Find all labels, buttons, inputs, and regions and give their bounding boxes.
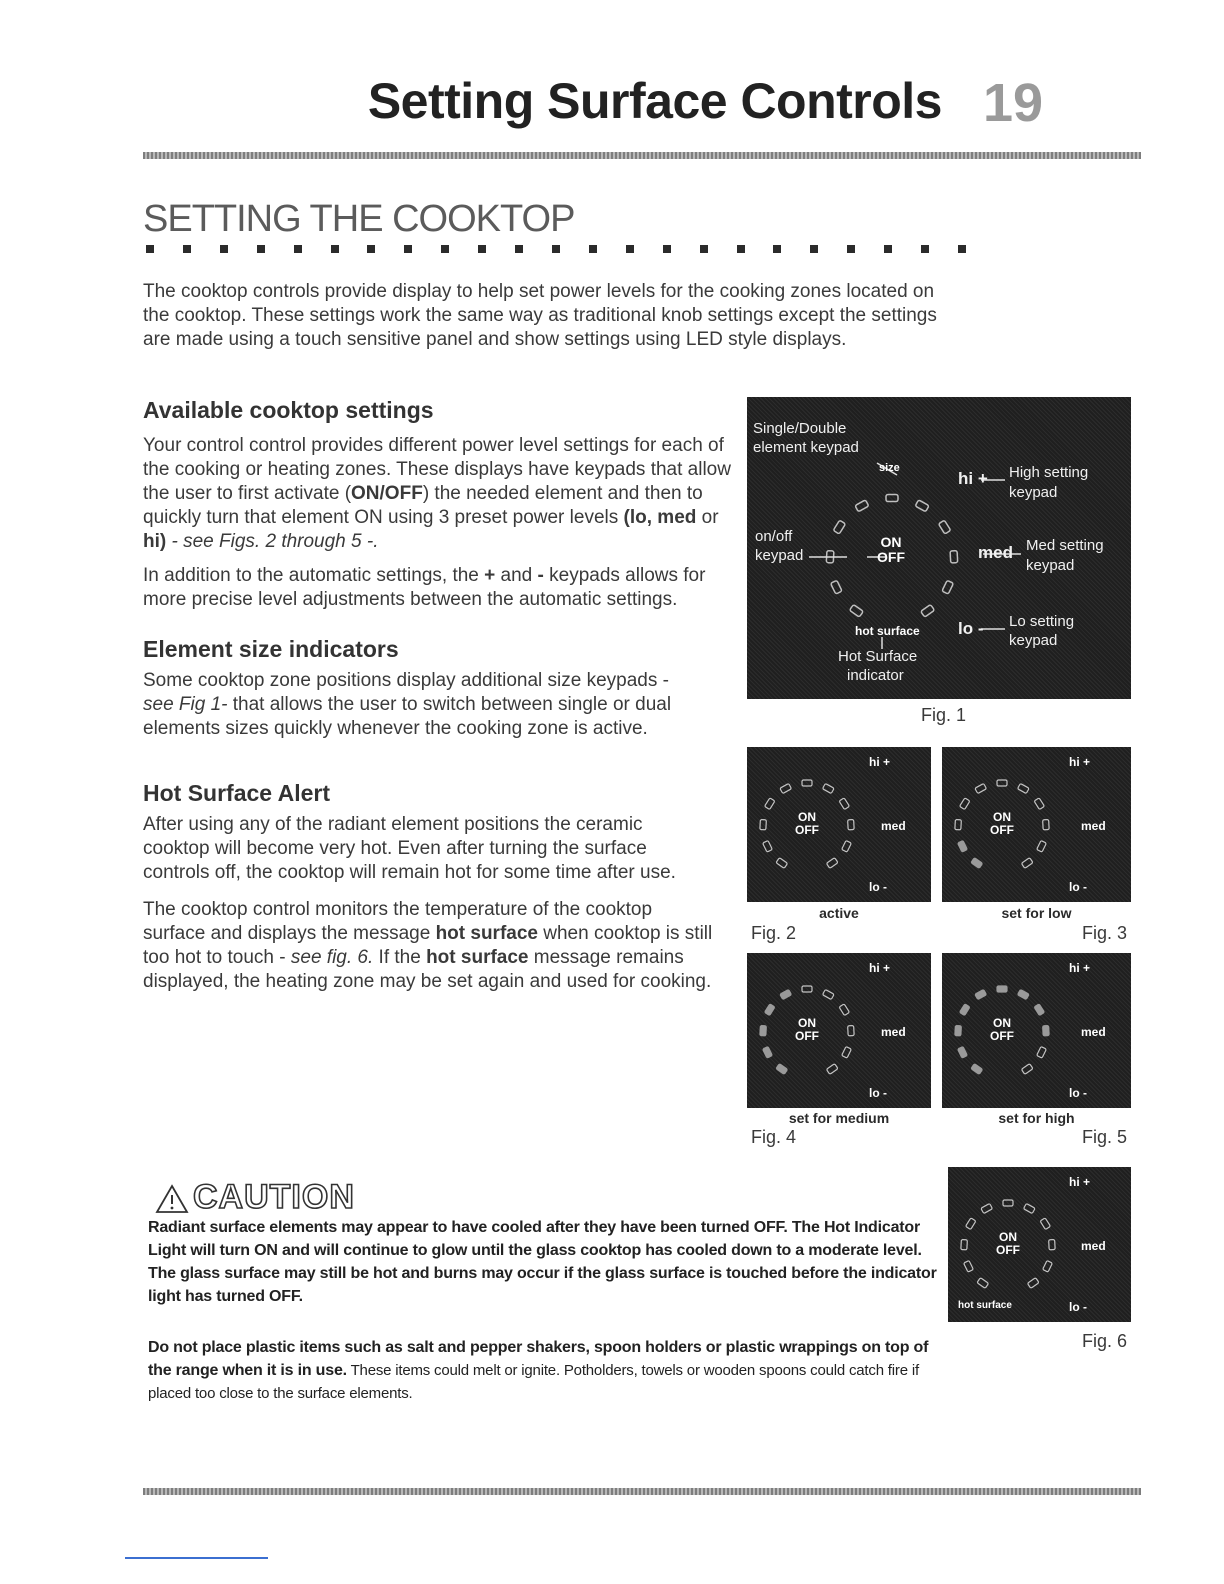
fig6-caption: Fig. 6 <box>1082 1331 1128 1351</box>
dial-segment <box>1049 1240 1056 1250</box>
fig3-panel <box>942 747 1131 902</box>
dial-segment <box>780 783 792 793</box>
element-size-paragraph: Some cooktop zone positions display additional size keypads - see Fig 1- that allows the user to switch between single or dual elements sizes quickly whenever the cooking zone is active. <box>143 670 672 739</box>
fig1-control-panel <box>747 397 1131 699</box>
dial-segment <box>964 1260 974 1272</box>
lo-keypad: lo - <box>1069 1300 1087 1314</box>
dial-segment <box>765 1004 775 1016</box>
dial-segment <box>1043 1026 1050 1036</box>
fig1-label-hot-surface: Hot Surface <box>838 648 918 665</box>
dial-segment <box>1027 1278 1039 1289</box>
dial-segment <box>839 1004 849 1016</box>
dial-segment <box>763 1046 773 1058</box>
fig6-panel <box>948 1167 1131 1322</box>
dial-segment <box>802 780 812 786</box>
fig1-label-indicator: indicator <box>847 667 904 684</box>
dial-segment <box>961 1240 968 1250</box>
fig1-label-onoff: on/off <box>755 528 793 545</box>
available-paragraph-1: Your control control provides different power level settings for each of the cooking or heating zones. These displays have keypads that allow the user to first activate (ON/OFF) the needed element and then to quickly turn that element ON using 3 preset power levels (lo, med or hi) - see Figs. 2 through 5 -. <box>143 435 731 552</box>
fig3-subtitle: set for low <box>1001 905 1072 921</box>
dial-segment <box>958 840 968 852</box>
hi-keypad: hi + <box>869 755 891 769</box>
lo-keypad: lo - <box>869 1086 887 1100</box>
hi-keypad: hi + <box>1069 755 1091 769</box>
hot-surface-heading: Hot Surface Alert <box>143 780 331 806</box>
lo-keypad: lo - <box>1069 880 1087 894</box>
fig4-caption: Fig. 4 <box>751 1127 797 1147</box>
section-title: SETTING THE COOKTOP <box>143 198 575 240</box>
dial-segment <box>1021 858 1033 869</box>
fig2-caption: Fig. 2 <box>751 923 797 943</box>
fig1-label-med-setting: Med setting <box>1026 537 1104 554</box>
dial-segment <box>958 1046 968 1058</box>
fig1-label-lo-keypad: keypad <box>1009 632 1058 649</box>
dial-segment <box>822 783 834 793</box>
fig4-subtitle: set for medium <box>788 1110 890 1126</box>
on-off-keypad: ON OFF <box>795 1016 819 1044</box>
footer-rule <box>143 1488 1141 1495</box>
med-keypad: med <box>881 819 906 833</box>
dial-segment <box>971 1064 983 1075</box>
dial-segment <box>1043 1260 1053 1272</box>
dial-segment <box>826 858 838 869</box>
caution-title: CAUTION <box>193 1178 355 1216</box>
fig1-label-high-setting: High setting <box>1009 464 1089 481</box>
fig1-label-element-keypad: element keypad <box>753 439 859 456</box>
available-paragraph-2: In addition to the automatic settings, the + and - keypads allows for more precise level adjustments between the automatic settings. <box>143 565 706 610</box>
available-heading: Available cooktop settings <box>143 397 434 423</box>
dial-segment <box>839 798 849 810</box>
caution-text: Radiant surface elements may appear to have cooled after they have been turned OFF. The Hot Indicator Light will turn ON and will continue to glow until the glass cooktop has cooled down to a moderate level. The glass surface may still be hot and burns may occur if the glass surface is touched before the indicator light has turned OFF. <box>148 1219 937 1305</box>
dial-segment <box>975 989 987 999</box>
fig1-hot-surface-light: hot surface <box>855 624 920 638</box>
hi-keypad: hi + <box>1069 1175 1091 1189</box>
dial-segment <box>760 820 767 830</box>
dial-segment <box>780 989 792 999</box>
header-rule <box>143 152 1141 159</box>
on-off-keypad: ON OFF <box>990 1016 1014 1044</box>
dial-segment <box>997 780 1007 786</box>
dial-segment <box>760 1026 767 1036</box>
dial-segment <box>966 1218 976 1230</box>
fig1-label-size: size <box>879 462 900 474</box>
fig5-panel <box>942 953 1131 1108</box>
hi-keypad: hi + <box>1069 961 1091 975</box>
caution-plastic-warning: Do not place plastic items such as salt and pepper shakers, spoon holders or plastic wrappings on top of the range when it is in use. These items could melt or ignite. Potholders, towels or wooden spoons could catch fire if placed too close to the surface elements. <box>148 1339 929 1402</box>
dial-segment <box>960 1004 970 1016</box>
dial-segment <box>971 858 983 869</box>
fig4-panel <box>747 953 931 1108</box>
dial-segment <box>1037 1046 1047 1058</box>
intro-paragraph: The cooktop controls provide display to help set power levels for the cooking zones located on the cooktop. These settings work the same way as traditional knob settings except the settings are made using a touch sensitive panel and show settings using LED style displays. <box>143 281 937 350</box>
fig1-on-off-keypad: ON OFF <box>877 534 905 566</box>
dial-segment <box>975 783 987 793</box>
dial-segment <box>955 820 962 830</box>
page-number: 19 <box>983 73 1044 133</box>
lo-keypad: lo - <box>1069 1086 1087 1100</box>
dial-segment <box>1021 1064 1033 1075</box>
dial-segment <box>955 1026 962 1036</box>
on-off-keypad: ON OFF <box>990 810 1014 838</box>
dial-segment <box>765 798 775 810</box>
footer-link-underline <box>125 1557 268 1559</box>
med-keypad: med <box>1081 819 1106 833</box>
on-off-keypad: ON OFF <box>795 810 819 838</box>
dial-segment <box>1023 1203 1035 1213</box>
lo-keypad: lo - <box>869 880 887 894</box>
fig1-label-med: med <box>978 543 1013 562</box>
dial-segment <box>776 858 788 869</box>
fig2-panel <box>747 747 931 902</box>
dial-segment <box>1043 820 1050 830</box>
dial-segment <box>848 1026 855 1036</box>
dial-segment <box>822 989 834 999</box>
fig1-label-med-keypad: keypad <box>1026 557 1075 574</box>
page-header <box>0 72 1224 142</box>
dial-segment <box>1003 1200 1013 1206</box>
dial-segment <box>1034 798 1044 810</box>
fig1-label-lo-setting: Lo setting <box>1009 613 1075 630</box>
dial-segment <box>977 1278 989 1289</box>
dial-segment <box>1017 783 1029 793</box>
fig5-subtitle: set for high <box>998 1110 1075 1126</box>
med-keypad: med <box>1081 1239 1106 1253</box>
dial-segment <box>848 820 855 830</box>
dial-segment <box>763 840 773 852</box>
on-off-keypad: ON OFF <box>996 1230 1020 1258</box>
dial-segment <box>1017 989 1029 999</box>
dial-segment <box>842 1046 852 1058</box>
hot-surface-light: hot surface <box>958 1300 1012 1311</box>
dial-segment <box>1040 1218 1050 1230</box>
dial-segment <box>776 1064 788 1075</box>
hot-surface-paragraph-1: After using any of the radiant element positions the ceramic cooktop will become very hot. Even after turning the surface controls off, the cooktop will remain hot for some time after use. <box>143 814 676 883</box>
section-dots <box>146 245 966 255</box>
hot-surface-paragraph-2: The cooktop control monitors the temperature of the cooktop surface and displays the message hot surface when cooktop is still too hot to touch - see fig. 6. If the hot surface message remains displayed, the heating zone may be set again and used for cooking. <box>143 899 713 992</box>
fig2-subtitle: active <box>819 905 859 921</box>
dial-segment <box>997 986 1007 992</box>
warning-triangle-icon <box>155 1184 189 1214</box>
element-size-heading: Element size indicators <box>143 636 399 662</box>
dial-segment <box>960 798 970 810</box>
fig5-caption: Fig. 5 <box>1082 1127 1128 1147</box>
fig1-label-single-double: Single/Double <box>753 420 847 437</box>
fig1-label-hi: hi + <box>958 469 988 488</box>
dial-segment <box>802 986 812 992</box>
dial-segment <box>1037 840 1047 852</box>
fig1-label-lo: lo - <box>958 619 984 638</box>
med-keypad: med <box>881 1025 906 1039</box>
fig1-label-onoff-keypad: keypad <box>755 547 804 564</box>
med-keypad: med <box>1081 1025 1106 1039</box>
fig1-caption: Fig. 1 <box>921 705 967 725</box>
fig3-caption: Fig. 3 <box>1082 923 1128 943</box>
fig1-label-high-keypad: keypad <box>1009 484 1058 501</box>
hi-keypad: hi + <box>869 961 891 975</box>
dial-segment <box>826 1064 838 1075</box>
dial-segment <box>842 840 852 852</box>
dial-segment <box>981 1203 993 1213</box>
dial-segment <box>1034 1004 1044 1016</box>
page-title: Setting Surface Controls <box>367 73 942 129</box>
